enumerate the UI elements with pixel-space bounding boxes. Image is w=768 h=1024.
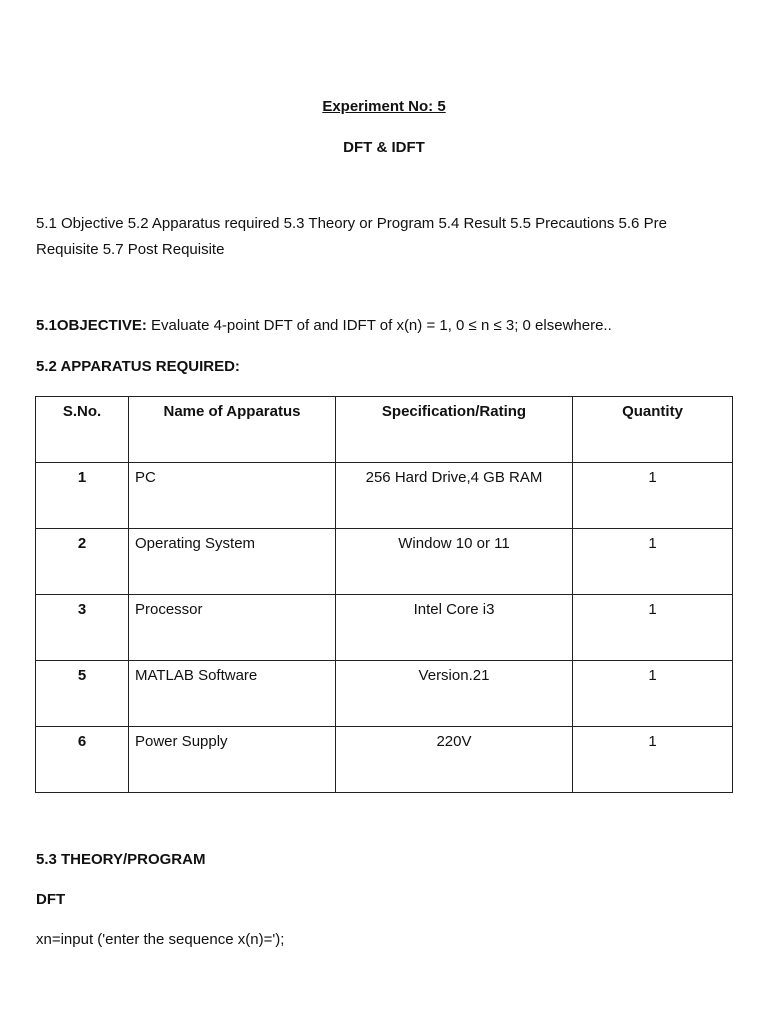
specification-cell: 220V	[336, 727, 573, 793]
apparatus-table	[35, 396, 733, 793]
serial-number-cell: 5	[36, 661, 129, 727]
quantity-cell: 1	[573, 661, 733, 727]
objective-label: 5.1OBJECTIVE:	[36, 317, 147, 334]
specification-cell: 256 Hard Drive,4 GB RAM	[336, 463, 573, 529]
apparatus-name-cell: Operating System	[129, 529, 336, 595]
serial-number-cell: 6	[36, 727, 129, 793]
serial-number-cell: 2	[36, 529, 129, 595]
outline-line-1: 5.1 Objective 5.2 Apparatus required 5.3 Theory or Program 5.4 Result 5.5 Precautions 5.6 Pre	[36, 215, 667, 232]
objective-paragraph	[36, 313, 736, 339]
apparatus-name-cell: MATLAB Software	[129, 661, 336, 727]
column-header: Specification/Rating	[336, 397, 573, 463]
serial-number-cell: 3	[36, 595, 129, 661]
table-row	[36, 595, 733, 661]
table-row	[36, 727, 733, 793]
column-header: S.No.	[36, 397, 129, 463]
specification-cell: Intel Core i3	[336, 595, 573, 661]
quantity-cell: 1	[573, 529, 733, 595]
outline-line-2: Requisite 5.7 Post Requisite	[36, 241, 225, 258]
objective-text: Evaluate 4-point DFT of and IDFT of x(n) = 1, 0 ≤ n ≤ 3; 0 elsewhere..	[146, 317, 612, 334]
experiment-title: Experiment No: 5	[322, 98, 446, 115]
quantity-cell: 1	[573, 727, 733, 793]
table-row	[36, 529, 733, 595]
quantity-cell: 1	[573, 595, 733, 661]
table-header-row	[36, 397, 733, 463]
apparatus-name-cell: Power Supply	[129, 727, 336, 793]
serial-number-cell: 1	[36, 463, 129, 529]
column-header: Quantity	[573, 397, 733, 463]
specification-cell: Window 10 or 11	[336, 529, 573, 595]
apparatus-name-cell: PC	[129, 463, 336, 529]
specification-cell: Version.21	[336, 661, 573, 727]
table-row	[36, 463, 733, 529]
quantity-cell: 1	[573, 463, 733, 529]
code-line: xn=input ('enter the sequence x(n)=');	[36, 931, 285, 948]
table-row	[36, 661, 733, 727]
column-header: Name of Apparatus	[129, 397, 336, 463]
document-subtitle: DFT & IDFT	[343, 139, 425, 156]
theory-heading: 5.3 THEORY/PROGRAM	[36, 851, 206, 868]
dft-subheading: DFT	[36, 891, 66, 908]
apparatus-name-cell: Processor	[129, 595, 336, 661]
apparatus-heading: 5.2 APPARATUS REQUIRED:	[36, 358, 240, 375]
